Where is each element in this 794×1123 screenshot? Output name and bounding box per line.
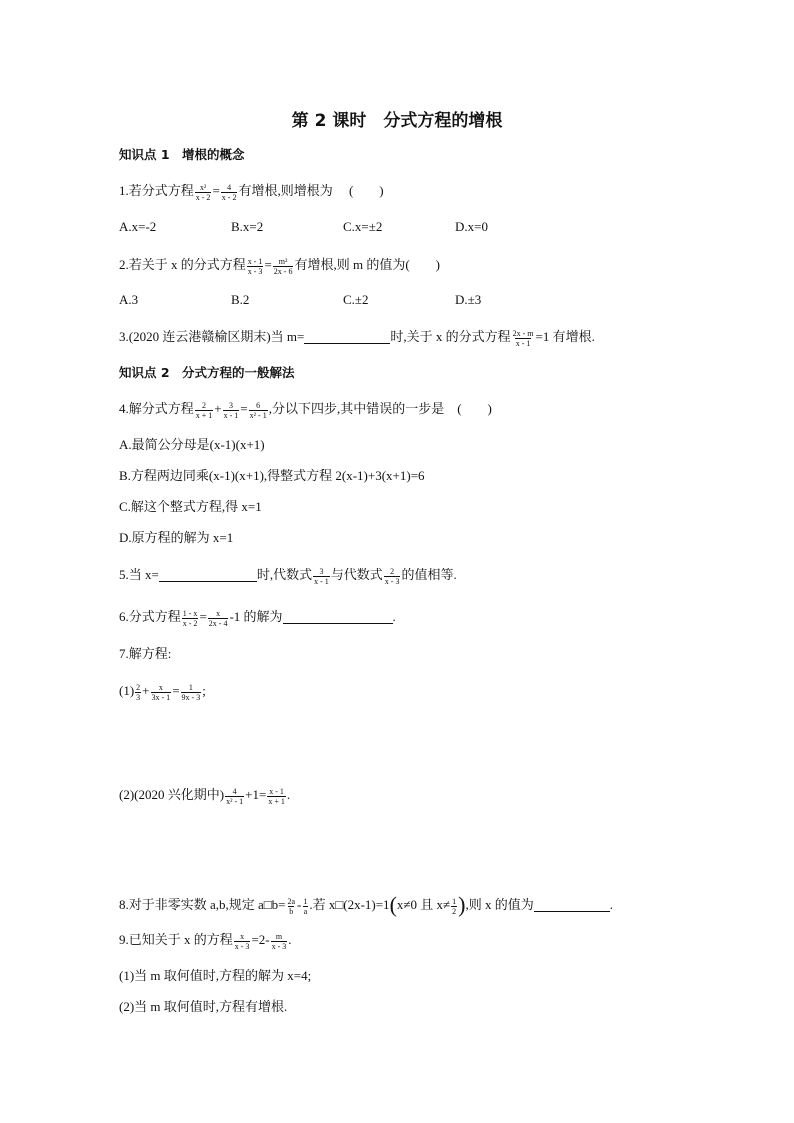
q2-option-d: D.±3 bbox=[455, 292, 482, 307]
q1-option-c: C.x=±2 bbox=[343, 219, 383, 234]
question-9: 9.已知关于 x 的方程 $\frac{x}{x - 3}$ =2- $\frac{m}{x - 3}$ . bbox=[119, 931, 292, 951]
q4-option-d: D.原方程的解为 x=1 bbox=[119, 530, 234, 545]
q2-option-c: C.±2 bbox=[343, 292, 369, 307]
q1-fraction-left: $\frac{\text{x²}}{x - 2}$ bbox=[195, 182, 211, 202]
section-heading-1: 知识点 1 增根的概念 bbox=[119, 147, 245, 162]
q4-option-b: B.方程两边同乘(x-1)(x+1),得整式方程 2(x-1)+3(x+1)=6 bbox=[119, 468, 425, 483]
question-3: 3.(2020 连云港赣榆区期末)当 m= 时,关于 x 的分式方程 $\frac{2x - m}{x - 1}$ =1 有增根. bbox=[119, 328, 595, 348]
question-7-stem: 7.解方程: bbox=[119, 646, 172, 661]
page-title: 第 2 课时 分式方程的增根 bbox=[291, 111, 503, 131]
question-6: 6.分式方程 $\frac{1 - x}{x - 2}$ = $\frac{x}{2x - 4}$ -1 的解为 . bbox=[119, 608, 396, 628]
q2-option-a: A.3 bbox=[119, 292, 139, 307]
q2-fraction-right: $\frac{\text{m²}}{2x - 6}$ bbox=[273, 256, 293, 276]
question-2: 2.若关于 x 的分式方程 $\frac{x - 1}{x - 3}$ = $\frac{\text{m²}}{2x - 6}$ 有增根,则 m 的值为( ) bbox=[119, 256, 440, 276]
q4-option-a: A.最简公分母是(x-1)(x+1) bbox=[119, 437, 265, 452]
question-7-part-2: (2)(2020 兴化期中) $\frac{4}{\text{x² - 1}}$ +1= $\frac{x - 1}{x + 1}$ . bbox=[119, 786, 291, 806]
question-9-part-1: (1)当 m 取何值时,方程的解为 x=4; bbox=[119, 968, 312, 983]
q1-stem-suffix: 有增根,则增根为 ( ) bbox=[238, 183, 384, 198]
q1-stem-prefix: 1.若分式方程 bbox=[119, 183, 194, 198]
section-heading-2: 知识点 2 分式方程的一般解法 bbox=[119, 365, 295, 380]
q1-option-d: D.x=0 bbox=[455, 219, 488, 234]
q2-fraction-left: $\frac{x - 1}{x - 3}$ bbox=[247, 256, 263, 276]
question-4: 4.解分式方程 $\frac{2}{x + 1}$ + $\frac{3}{x - 1}$ = $\frac{6}{\text{x² - 1}}$ ,分以下四步,其中错误的一步是 ( ) bbox=[119, 400, 492, 420]
q5-answer-blank[interactable] bbox=[159, 567, 257, 582]
question-8: 8.对于非零实数 a,b,规定 a□b= $\frac{2a}{b}$ - $\frac{1}{a}$ .若 x□(2x-1)=1(x≠0 且 x≠ $\frac{1}{2}$ ),则 x 的值为 . bbox=[119, 892, 614, 917]
q1-fraction-right: $\frac{4}{x - 2}$ bbox=[221, 182, 237, 202]
q1-option-a: A.x=-2 bbox=[119, 219, 157, 234]
q2-option-b: B.2 bbox=[231, 292, 250, 307]
question-9-part-2: (2)当 m 取何值时,方程有增根. bbox=[119, 999, 288, 1014]
question-5: 5.当 x= 时,代数式 $\frac{3}{x - 1}$ 与代数式 $\frac{2}{x - 3}$ 的值相等. bbox=[119, 566, 457, 586]
question-7-part-1: (1) $\frac{2}{3}$ + $\frac{x}{3x - 1}$ = $\frac{1}{9x - 3}$ ; bbox=[119, 682, 206, 702]
q3-fraction: $\frac{2x - m}{x - 1}$ bbox=[512, 328, 534, 348]
q1-option-b: B.x=2 bbox=[231, 219, 264, 234]
q3-answer-blank[interactable] bbox=[304, 329, 390, 344]
q6-answer-blank[interactable] bbox=[283, 609, 393, 624]
q4-option-c: C.解这个整式方程,得 x=1 bbox=[119, 499, 262, 514]
q8-answer-blank[interactable] bbox=[534, 897, 610, 912]
question-1: 1.若分式方程 $\frac{\text{x²}}{x - 2}$ = $\frac{4}{x - 2}$ 有增根,则增根为 ( ) bbox=[119, 182, 384, 202]
